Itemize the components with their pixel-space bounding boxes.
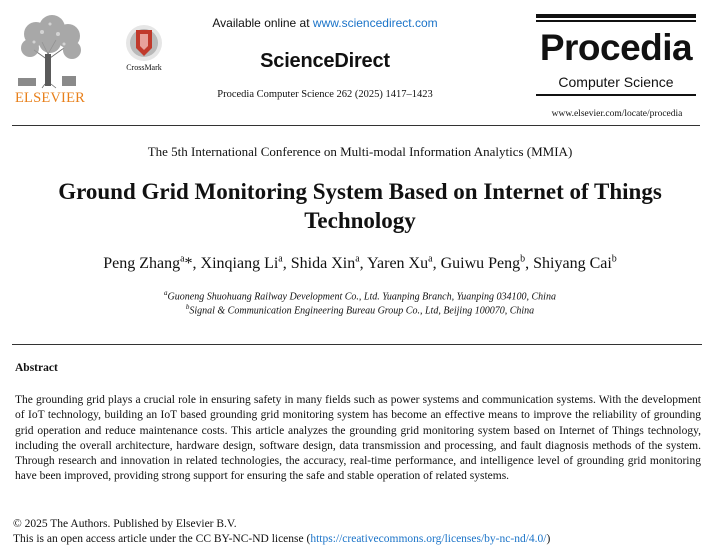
elsevier-logo	[12, 14, 88, 106]
journal-citation: Procedia Computer Science 262 (2025) 1417–1423	[217, 89, 433, 100]
journal-homepage-link[interactable]: www.elsevier.com/locate/procedia	[551, 109, 683, 119]
author: Shiyang Cai$^b$	[533, 254, 617, 273]
copyright-notice: © 2025 The Authors. Published by Elsevier B.V.	[13, 518, 237, 530]
abstract-body: The grounding grid plays a crucial role in ensuring safety in many fields such as power systems and communication systems. With the development of IoT technology, building an IoT based grounding grid monitoring system has become an effective means to improve the reliability of grounding grid operation and reduce maintenance costs. This article analyzes the grounding grid monitoring system based on Internet of Things technology, including the overall architecture, hardware design, software design, data transmission and processing, and fault diagnosis methods of the system. Through research and innovation in related technologies, the accuracy, real-time performance, and intelligence level of grounding grid monitoring have been improved, providing strong support for ensuring the safe and stable operation of related systems.	[15, 394, 701, 483]
sciencedirect-link[interactable]: www.sciencedirect.com	[312, 16, 438, 30]
procedia-subtitle: Computer Science	[558, 74, 674, 90]
abstract-heading: Abstract	[15, 362, 58, 374]
available-prefix: Available online at	[212, 16, 313, 30]
conference-name: The 5th International Conference on Multi-modal Information Analytics (MMIA)	[147, 144, 573, 159]
elsevier-tree-icon	[12, 14, 88, 90]
author: Shida Xin$^a$,	[290, 254, 368, 273]
sciencedirect-wordmark: ScienceDirect	[260, 50, 390, 72]
paper-title: Ground Grid Monitoring System Based on Internet of Things Technology	[58, 179, 662, 233]
affiliation: $^a$Guoneng Shuohuang Railway Development Co., Ltd. Yuanping Branch, Yuanping 034100, China	[164, 289, 556, 303]
procedia-journal-logo	[534, 14, 698, 98]
author: Yaren Xu$^a$,	[367, 254, 441, 273]
crossmark-badge[interactable]	[118, 24, 170, 76]
author: Guiwu Peng$^b$,	[440, 254, 534, 273]
author: Peng Zhang$^a$*,	[103, 254, 201, 273]
crossmark-icon	[118, 24, 170, 64]
affiliation: $^b$Signal & Communication Engineering Bureau Group Co., Ltd, Beijing 100070, China	[185, 303, 535, 317]
author: Xinqiang Li$^a$,	[200, 254, 291, 273]
availability-line	[175, 16, 475, 30]
elsevier-wordmark: ELSEVIER	[14, 90, 86, 106]
license-notice: This is an open access article under the CC BY-NC-ND license (https://creativecommons.org/licenses/by-nc-nd/4.0/)	[13, 533, 551, 545]
abstract-divider	[12, 344, 702, 345]
crossmark-label: CrossMark	[126, 63, 162, 72]
license-link[interactable]: https://creativecommons.org/licenses/by-nc-nd/4.0/	[310, 533, 547, 545]
procedia-title: Procedia	[539, 27, 693, 68]
author-list	[0, 254, 720, 273]
header-divider	[12, 125, 700, 126]
